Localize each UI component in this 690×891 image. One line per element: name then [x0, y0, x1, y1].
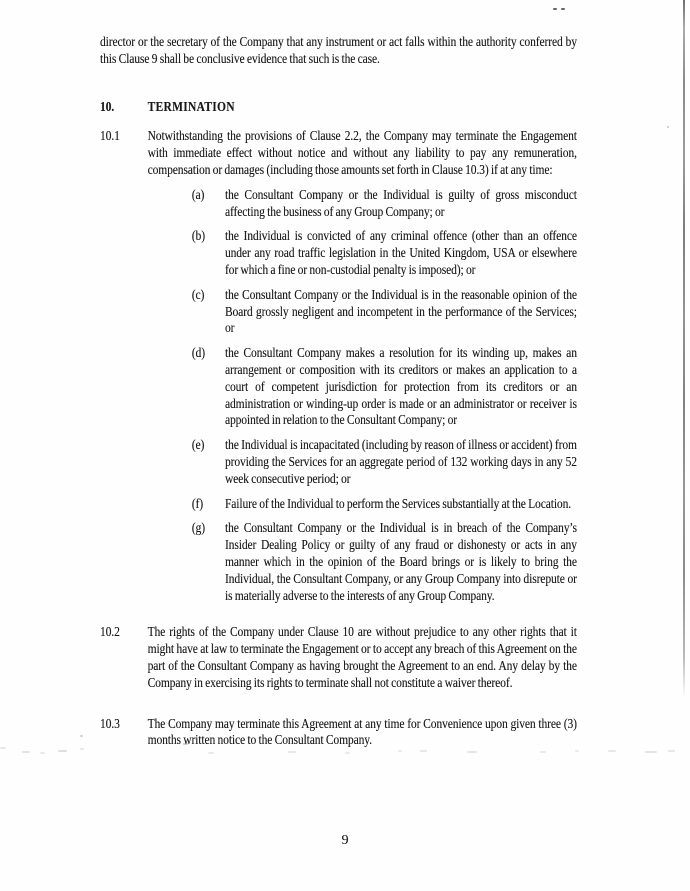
page-footer	[0, 833, 690, 849]
subclause-a	[148, 187, 577, 221]
document-body	[100, 34, 577, 749]
clause-text: Notwithstanding the provisions of Clause 2.2, the Company may terminate the Engagement with immediate effect without notice and without any liability to pay any remuneration, compensation or damages (including those amounts set forth in Clause 10.3) if at any time:	[147, 128, 577, 177]
clause-10-1	[100, 128, 577, 604]
clause-number: 10.3	[100, 715, 120, 731]
scan-speck	[208, 752, 214, 754]
scan-speck	[575, 750, 579, 752]
subclause-letter: (c)	[191, 286, 205, 302]
scan-speck	[561, 8, 565, 10]
subclause-letter: (d)	[191, 345, 205, 361]
scan-speck	[80, 735, 83, 737]
scan-speck	[668, 750, 675, 752]
scan-speck	[667, 126, 669, 128]
scan-speck	[22, 751, 30, 753]
clause-body	[148, 624, 577, 691]
scan-speck	[345, 752, 350, 754]
scan-speck	[553, 8, 557, 10]
subclause-text: the Consultant Company or the Individual is guilty of gross misconduct affecting the business of any Group Company; or	[224, 186, 577, 219]
clause-body	[148, 128, 577, 604]
subclause-text: the Consultant Company makes a resolution for its winding up, makes an arrangement or composition with its creditors or makes an application to a court of competent jurisdiction for protection from its creditors or an administration or winding-up order is made or an administrator or receiver is appointed in relation to the Consultant Company; or	[224, 345, 577, 428]
subclause-e	[148, 437, 577, 487]
subclause-f	[148, 496, 577, 513]
subclause-d	[148, 345, 577, 429]
subclause-text: the Consultant Company or the Individual is in breach of the Company’s Insider Dealing Policy or guilty of any fraud or dishonesty or acts in any manner which in the opinion of the Board brings or is likely to bring the Individual, the Consultant Company, or any Group Company into disrepute or is materially adverse to the interests of any Group Company.	[224, 520, 577, 603]
subclause-text: Failure of the Individual to perform the Services substantially at the Location.	[224, 495, 572, 511]
scan-speck	[467, 751, 477, 753]
subclause-letter: (g)	[191, 520, 205, 536]
continued-paragraph: director or the secretary of the Company that any instrument or act falls within the authority conferred by this Clause 9 shall be conclusive evidence that such is the case.	[100, 34, 577, 66]
clause-text: The Company may terminate this Agreement at any time for Convenience upon given three (3) months written notice to the Consultant Company.	[147, 715, 577, 748]
scan-speck	[288, 751, 296, 753]
section-title: TERMINATION	[147, 98, 235, 114]
scan-edge-line	[683, 0, 685, 698]
clause-number: 10.1	[100, 128, 120, 144]
clause-10-2	[100, 624, 577, 691]
clause-10-3	[100, 716, 577, 750]
scan-speck	[398, 750, 402, 752]
clause-text: The rights of the Company under Clause 10 are without prejudice to any other rights that it might have at law to terminate the Engagement or to accept any breach of this Agreement on the part of the Consultant Company as having brought the Agreement to an end. Any delay by the Company in exercising its rights to terminate shall not constitute a waiver thereof.	[147, 624, 577, 690]
subclause-letter: (f)	[191, 495, 204, 511]
scan-speck	[80, 748, 84, 750]
scan-speck	[40, 752, 45, 754]
subclause-text: the Consultant Company or the Individual is in the reasonable opinion of the Board grossly negligent and incompetent in the performance of the Services; or	[224, 286, 577, 336]
clause-body	[148, 716, 577, 750]
page-number: 9	[341, 833, 349, 848]
subclause-letter: (a)	[191, 186, 205, 202]
clause-number: 10.2	[100, 624, 120, 640]
subclause-text: the Individual is incapacitated (including by reason of illness or accident) from providing the Services for an aggregate period of 132 working days in any 52 week consecutive period; or	[224, 437, 577, 486]
scan-speck	[645, 751, 657, 753]
scan-speck	[58, 750, 67, 752]
subclause-b	[148, 228, 577, 278]
subclause-c	[148, 287, 577, 337]
scan-speck	[0, 747, 6, 749]
scan-speck	[608, 750, 616, 752]
subclause-text: the Individual is convicted of any criminal offence (other than an offence under any road traffic legislation in the United Kingdom, USA or elsewhere for which a fine or non-custodial penalty is imposed); or	[224, 228, 577, 277]
section-number: 10.	[100, 98, 115, 114]
section-heading	[100, 99, 577, 116]
scan-speck	[420, 750, 427, 752]
scan-speck	[540, 751, 546, 753]
subclause-letter: (b)	[191, 228, 205, 244]
subclause-g	[148, 520, 577, 604]
subclause-letter: (e)	[191, 437, 205, 453]
